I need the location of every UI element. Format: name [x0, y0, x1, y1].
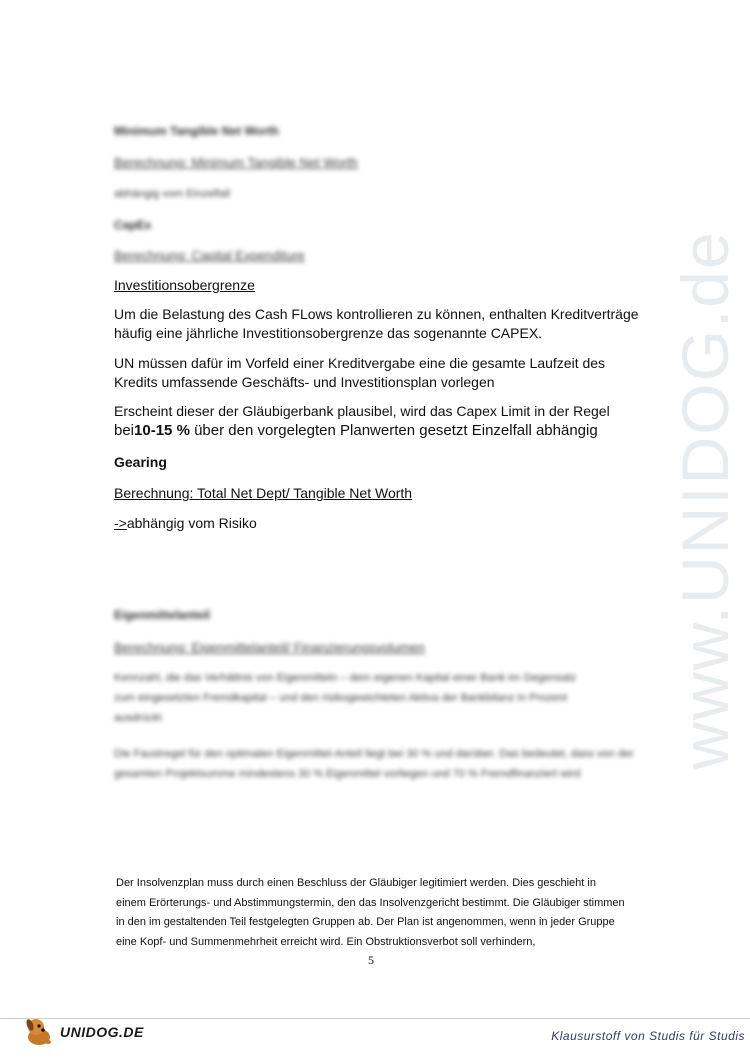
dog-icon — [22, 1015, 56, 1049]
mtnw-calc: Berechnung: Minimum Tangible Net Worth — [114, 155, 358, 170]
capex-p3-bei: bei — [114, 422, 135, 439]
capex-heading: CapEx — [114, 218, 152, 232]
eq-paragraph-2: Die Faustregel für den optimalen Eigenmittel-Anteil liegt bei 30 % und darüber. Das bedeutet, dass von der gesamten Projektsumme mindestens 30 % Eigenmittel vorliegen und 70 % Fremdfinanziert wird — [114, 748, 634, 780]
mtnw-note: abhängig vom Einzelfall — [114, 188, 231, 200]
mtnw-heading: Minimum Tangible Net Worth — [114, 124, 279, 138]
watermark: www.UNIDOG.de — [668, 230, 742, 770]
page-number: 5 — [368, 953, 374, 967]
capex-calc: Berechnung: Capital Expenditure — [114, 248, 305, 263]
insolvenz-paragraph: Der Insolvenzplan muss durch einen Beschluss der Gläubiger legitimiert werden. Dies geschieht in einem Erörterungs- und Abstimmungstermin, den das Insolvenzgericht bestimmt. Die Gläubiger stimmen in den im gestaltenden Teil festgelegten Gruppen ab. Der Plan ist angenommen, wenn in jeder Gruppe eine Kopf- und Summenmehrheit erreicht wird. Ein Obstruktionsverbot soll verhindern, — [116, 877, 625, 948]
capex-p3-rest: über den vorgelegten Planwerten gesetzt Einzelfall abhängig — [189, 422, 598, 439]
eq-calc: Berechnung: Eigenmittelanteil/ Finanzierungsvolumen — [114, 640, 425, 655]
capex-p3-percent: 10-15 % — [134, 422, 190, 439]
capex-paragraph-1: Um die Belastung des Cash FLows kontrollieren zu können, enthalten Kreditverträge häufig eine jährliche Investitionsobergrenze das sogenannte CAPEX. — [114, 306, 639, 341]
eq-paragraph-1: Kennzahl, die das Verhältnis von Eigenmitteln – dem eigenen Kapital einer Bank im Gegensatz zum eingesetzten Fremdkapital – und den risikogewichteten Aktiva der Bankbilanz in Prozent ausdrückt — [114, 672, 577, 724]
unidog-logo — [22, 1014, 162, 1050]
capex-paragraph-2: UN müssen dafür im Vorfeld einer Kreditvergabe eine die gesamte Laufzeit des Kredits umfassende Geschäfts- und Investitionsplan vorlegen — [114, 355, 606, 390]
capex-paragraph-3 — [114, 402, 654, 440]
eq-heading: Eigenmittelanteil — [114, 608, 211, 622]
footer-tagline: Klausurstoff von Studis für Studis — [551, 1029, 745, 1043]
capex-subheading: Investitionsobergrenze — [114, 277, 255, 293]
gearing-calc: Berechnung: Total Net Dept/ Tangible Net Worth — [114, 485, 413, 501]
logo-text: UNIDOG.DE — [60, 1024, 144, 1040]
gearing-heading: Gearing — [114, 454, 167, 470]
gearing-note — [114, 514, 654, 533]
gearing-note-text: abhängig vom Risiko — [126, 515, 257, 531]
gearing-arrow: -> — [114, 515, 127, 531]
capex-p3-line1: Erscheint dieser der Gläubigerbank plausibel, wird das Capex Limit in der Regel — [114, 403, 610, 419]
